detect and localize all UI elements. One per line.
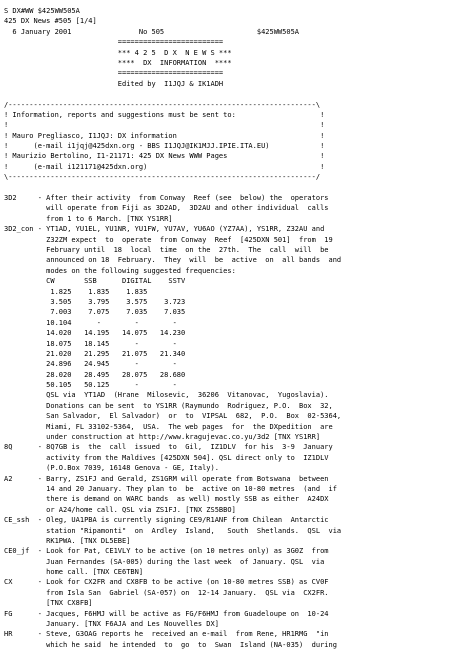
text-line: 425 DX News #505 [1/4] (4, 17, 97, 26)
text-line: CW SSB DIGITAL SSTV (4, 277, 186, 286)
text-line: announced on 18 February. They will be active on all bands and (4, 256, 342, 265)
text-line: **** DX INFORMATION **** (4, 58, 232, 67)
text-line: ! Mauro Pregliasco, I1JQJ: DX information ! (4, 131, 325, 140)
text-line: home call. [TNX CE6TBN] (4, 568, 144, 577)
text-line: 28.020 28.495 28.075 28.680 (4, 370, 186, 379)
text-line: 1.825 1.835 1.835 (4, 287, 148, 296)
text-line: Donations can be sent to YS1RR (Raymundo Rodriguez, P.O. Box 32, (4, 401, 333, 410)
text-line: (P.O.Box 7039, 16148 Genova - GE, Italy). (4, 464, 219, 473)
text-line: ========================= (4, 38, 224, 47)
text-line: 50.105 50.125 - - (4, 381, 177, 390)
text-line: under construction at http://www.kragujevac.co.yu/3d2 [TNX YS1RR] (4, 433, 321, 442)
text-line: 14.020 14.195 14.075 14.230 (4, 329, 186, 338)
text-line: from 1 to 6 March. [TNX YS1RR] (4, 214, 173, 223)
text-line: ! Maurizio Bertolino, I1-21171: 425 DX News WWW Pages ! (4, 152, 325, 161)
text-line: 21.020 21.295 21.075 21.340 (4, 349, 186, 358)
text-line: February until 18 local time on the 27th. The call will be (4, 245, 329, 254)
text-line: QSL via YT1AD (Hrane Milosevic, 36206 Vitanovac, Yugoslavia). (4, 391, 329, 400)
text-line (4, 183, 452, 193)
text-line: activity from the Maldives [425DXN 504]. QSL direct only to IZ1DLV (4, 453, 329, 462)
text-line: ! (e-mail i121171@425dxn.org) ! (4, 162, 325, 171)
text-line: ! (e-mail i1jqj@425dxn.org - BBS I1JQJ@IK1MJJ.IPIE.ITA.EU) ! (4, 142, 325, 151)
text-line: S DX#WW $425WW505A (4, 7, 80, 15)
text-line: Z32ZM expect to operate from Conway Reef [425DXN 501] from 19 (4, 235, 333, 244)
text-line: 3.505 3.795 3.575 3.723 (4, 297, 186, 306)
text-line: January. [TNX F6AJA and Les Nouvelles DX] (4, 620, 219, 629)
text-line: there is demand on WARC bands as well) mostly SSB as either A24DX (4, 495, 329, 504)
text-line: Miami, FL 33102-5364, USA. The web pages for the DXpedition are (4, 422, 333, 431)
text-line: or A24/home call. QSL via ZS1FJ. [TNX ZS5BBO] (4, 505, 236, 514)
text-line: San Salvador, El Salvador) or to VIPSAL 682, P.O. Box 02-5364, (4, 412, 342, 421)
text-line: CE_ssh - Oleg, UA1PBA is currently signing CE9/R1ANF from Chilean Antarctic (4, 516, 329, 525)
text-line: 24.896 24.945 - - (4, 360, 177, 369)
text-line: 6 January 2001 No 505 $425WW505A (4, 27, 300, 36)
text-line: 7.003 7.075 7.035 7.035 (4, 308, 186, 317)
text-line: FG - Jacques, F6HMJ will be active as FG/F6HMJ from Guadeloupe on 10-24 (4, 609, 329, 618)
text-line: CE0_jf - Look for Pat, CE1VLY to be active (on 10 metres only) as 3G0Z from (4, 547, 329, 556)
text-line: CX - Look for CX2FR and CX8FB to be active (on 10-80 metres SSB) as CV0F (4, 578, 329, 587)
text-line: 18.075 18.145 - - (4, 339, 177, 348)
text-line: 10.104 - - - (4, 318, 177, 327)
text-line: 3D2 - After their activity from Conway Reef (see below) the operators (4, 194, 329, 203)
text-line: A2 - Barry, ZS1FJ and Gerald, ZS1GRM will operate from Botswana between (4, 474, 329, 483)
text-line: \-------------------------------------------------------------------------/ (4, 173, 321, 182)
text-line: HR - Steve, G3OAG reports he received an e-mail from Rene, HR1RMG "in (4, 630, 329, 639)
text-line: RK1PWA. [TNX DL5EBE] (4, 536, 131, 545)
text-line: ========================= (4, 69, 224, 78)
text-line: ! Information, reports and suggestions must be sent to: ! (4, 110, 325, 119)
text-line: 14 and 20 January. They plan to be active on 10-80 metres (and if (4, 484, 337, 493)
text-line: 8Q - 8Q7GB is the call issued to Gil, IZ1DLV for his 3-9 January (4, 443, 333, 452)
text-line: *** 4 2 5 D X N E W S *** (4, 48, 232, 57)
text-line: [TNX CX8FB] (4, 599, 93, 608)
text-line: 3D2_con - YT1AD, YU1EL, YU1NR, YU1FW, YU7AV, YU6AO (YZ7AA), YS1RR, Z32AU and (4, 225, 325, 234)
text-line: Edited by I1JQJ & IK1ADH (4, 79, 224, 88)
text-line: /-------------------------------------------------------------------------\ (4, 100, 321, 109)
text-line: station "Ripamonti" on Ardley Island, South Shetlands. QSL via (4, 526, 342, 535)
text-line: which he said he intended to go to Swan Island (NA-035) during (4, 640, 337, 649)
text-line: modes on the following suggested frequencies: (4, 266, 236, 275)
text-line: from Isla San Gabriel (SA-057) on 12-14 January. QSL via CX2FR. (4, 588, 329, 597)
text-line: will operate from Fiji as 3D2AD, 3D2AU and other individual calls (4, 204, 329, 213)
text-line (4, 89, 452, 99)
text-line: Juan Fernandes (SA-005) during the last week of January. QSL via (4, 557, 325, 566)
text-line: ! ! (4, 121, 325, 130)
